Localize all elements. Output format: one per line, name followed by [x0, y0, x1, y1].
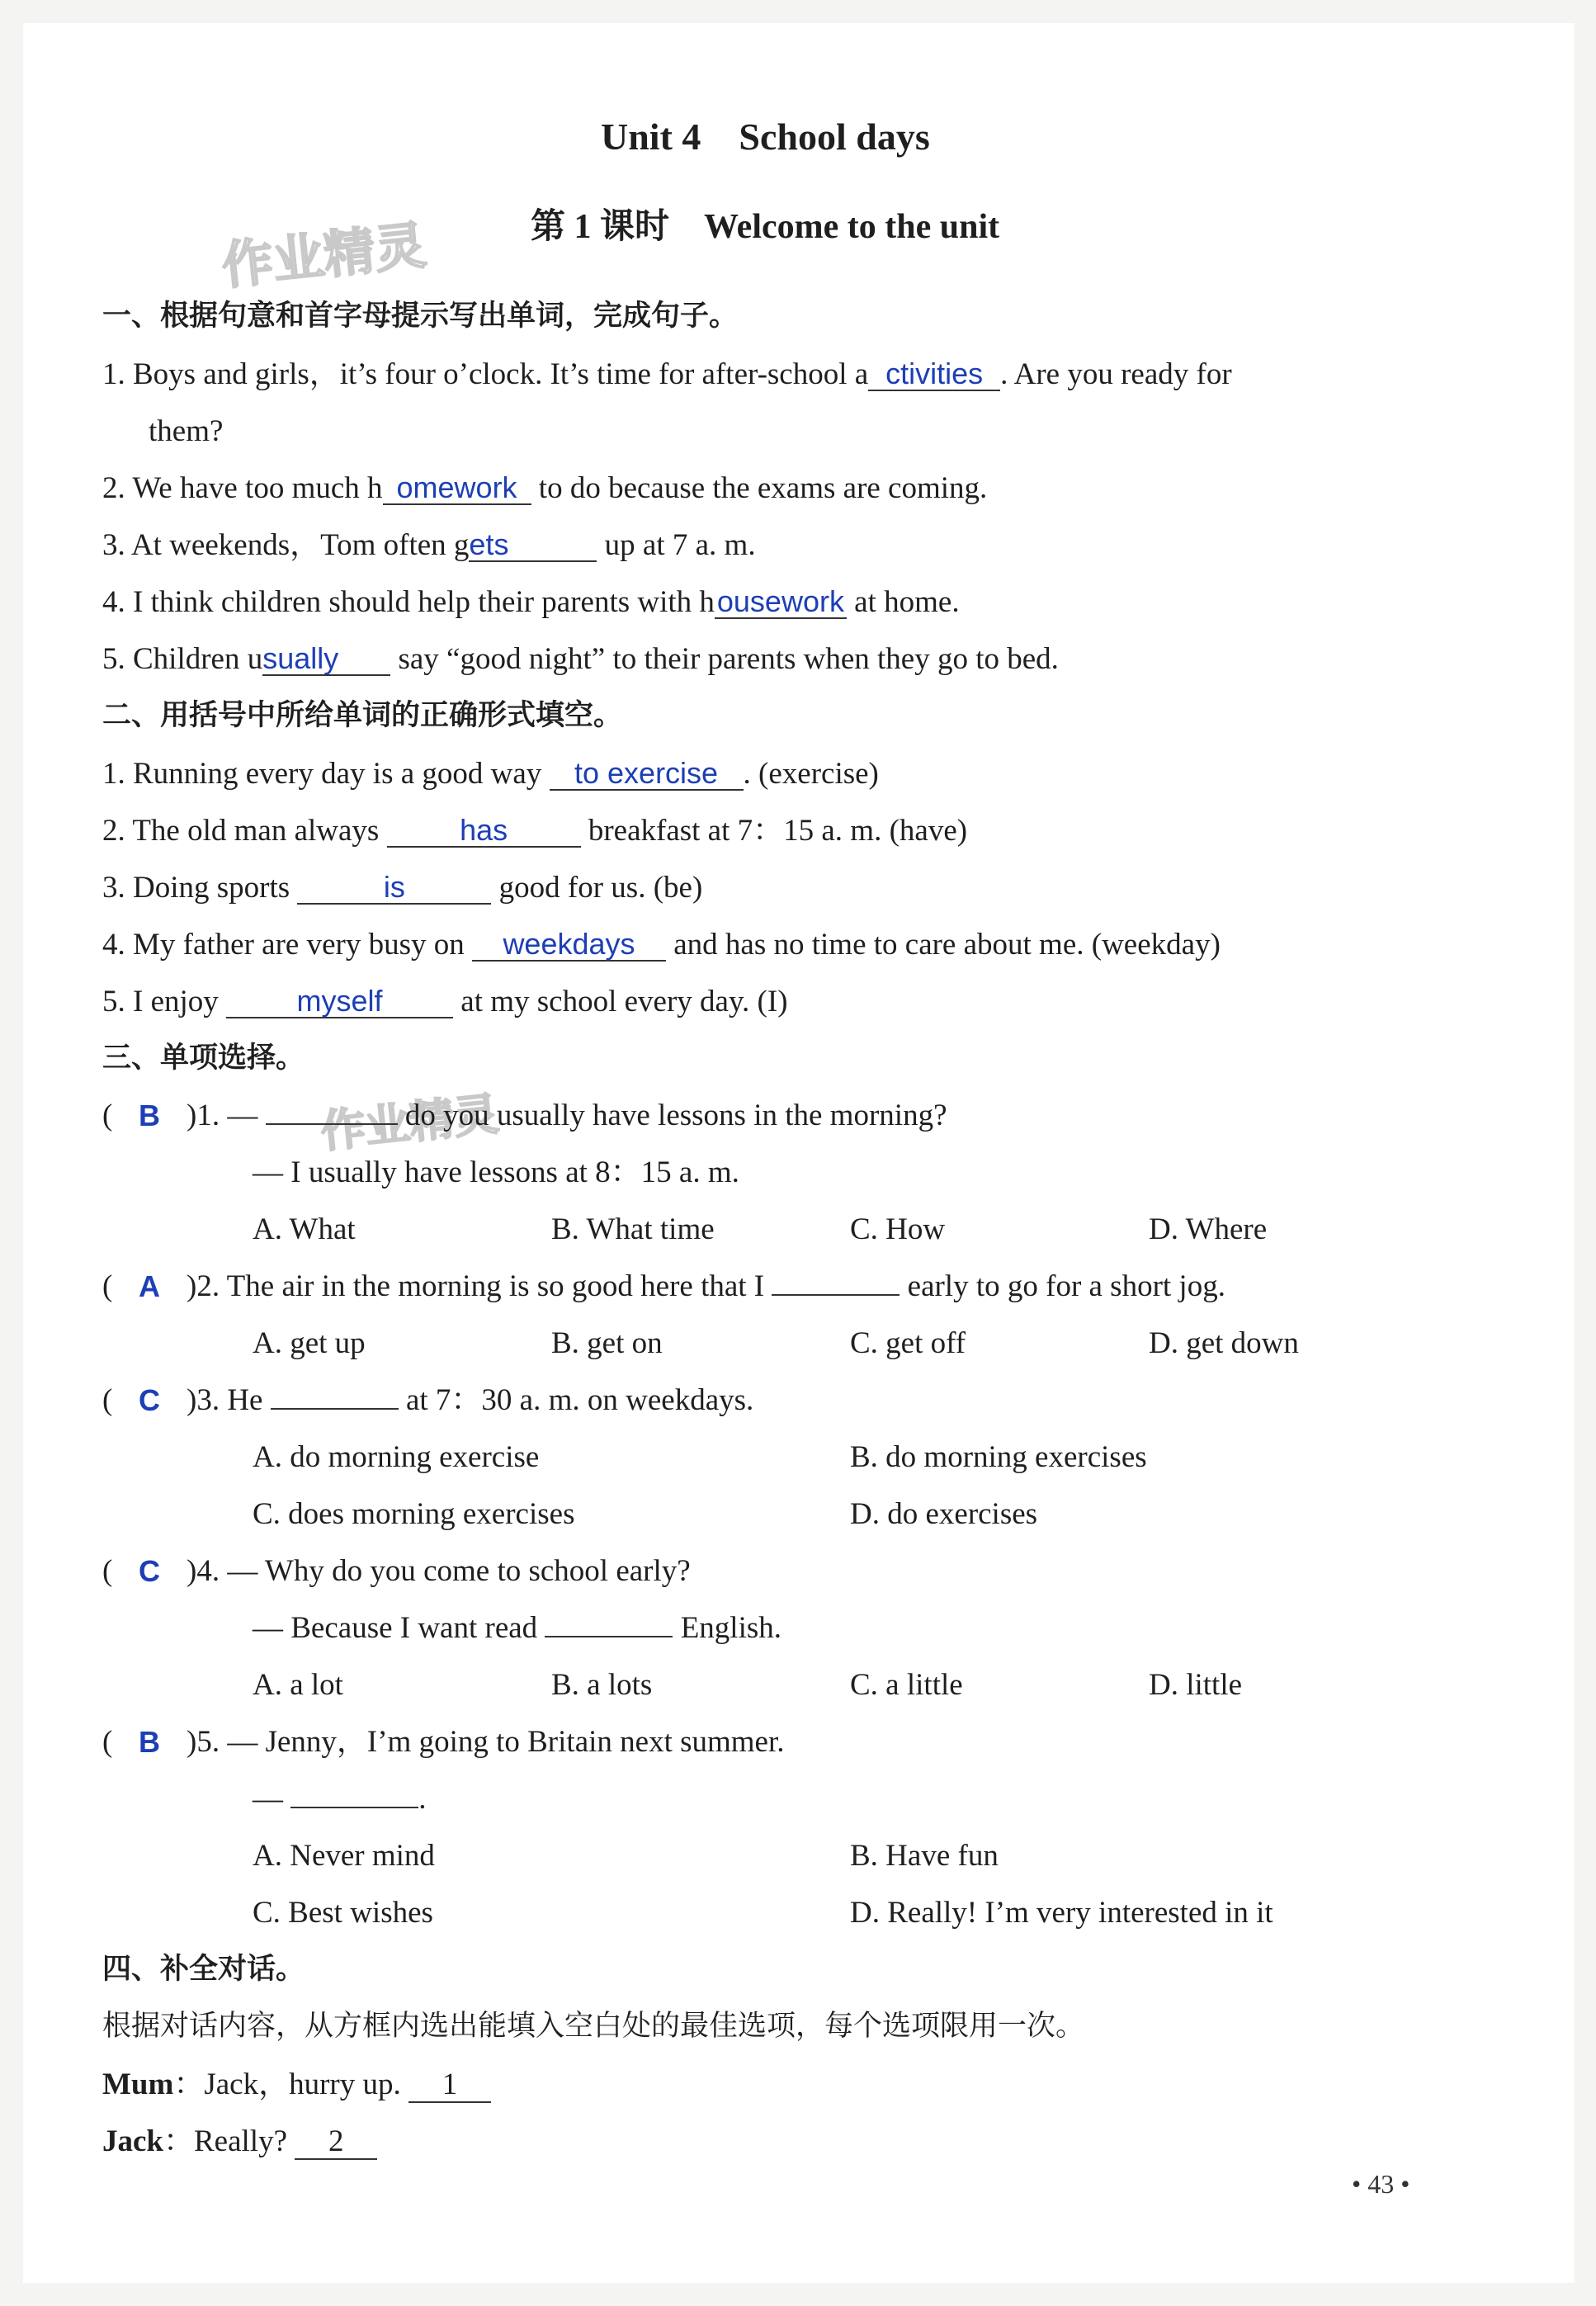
answer-blank[interactable]: omework [383, 472, 531, 505]
question-3-5-reply: — . [253, 1782, 427, 1816]
paren-open: ( [102, 1269, 113, 1303]
answer-blank[interactable]: ctivities [868, 358, 1000, 391]
section-heading: 四、补全对话。 [102, 1953, 305, 1986]
question-1-3: 3. At weekends，Tom often gets up at 7 a. m. [102, 527, 756, 562]
worksheet-page [23, 23, 1575, 2283]
answer-blank[interactable]: sually [262, 643, 390, 676]
paren-open: ( [102, 1383, 113, 1417]
option[interactable]: D. do exercises [850, 1497, 1038, 1531]
question-2-2: 2. The old man always has breakfast at 7：15 a. m. (have) [102, 813, 968, 848]
choice-answer[interactable]: C [139, 1554, 160, 1588]
question-3-4: )4. — Why do you come to school early? [187, 1554, 691, 1588]
option[interactable]: A. do morning exercise [253, 1440, 540, 1474]
answer-blank[interactable]: ets [469, 529, 597, 562]
option[interactable]: A. a lot [253, 1668, 343, 1702]
dialogue-blank[interactable]: 1 [408, 2069, 491, 2103]
choice-answer[interactable]: B [139, 1099, 160, 1132]
page-number: • 43 • [1352, 2169, 1410, 2199]
section-heading: 二、用括号中所给单词的正确形式填空。 [102, 699, 623, 732]
option[interactable]: A. What [253, 1212, 356, 1246]
section-heading: 一、根据句意和首字母提示写出单词，完成句子。 [102, 300, 739, 333]
answer-blank[interactable]: has [387, 815, 581, 848]
option[interactable]: B. What time [551, 1212, 715, 1246]
question-1-1-cont: them? [149, 414, 224, 448]
answer-blank[interactable]: is [297, 872, 491, 905]
watermark: 作业精灵 [219, 215, 429, 296]
paren-open: ( [102, 1725, 113, 1759]
answer-blank[interactable]: to exercise [550, 758, 744, 791]
paren-open: ( [102, 1554, 113, 1588]
choice-answer[interactable]: C [139, 1383, 160, 1417]
option[interactable]: B. a lots [551, 1668, 653, 1702]
answer-blank[interactable]: weekdays [472, 929, 666, 962]
question-1-2: 2. We have too much h omework to do because the exams are coming. [102, 470, 988, 505]
option[interactable]: D. get down [1149, 1326, 1299, 1360]
question-3-5: )5. — Jenny，I’m going to Britain next summer. [187, 1725, 785, 1759]
question-2-3: 3. Doing sports is good for us. (be) [102, 870, 703, 905]
choice-answer[interactable]: B [139, 1725, 160, 1759]
dialogue-blank[interactable]: 2 [295, 2126, 377, 2160]
section-heading: 三、单项选择。 [102, 1042, 305, 1075]
dialogue-line: Mum：Jack，hurry up. 1 [102, 2067, 491, 2103]
option[interactable]: C. How [850, 1212, 946, 1246]
option[interactable]: B. Have fun [850, 1839, 999, 1873]
question-3-1: )1. — do you usually have lessons in the morning? [187, 1099, 947, 1132]
section-instruction: 根据对话内容，从方框内选出能填入空白处的最佳选项，每个选项限用一次。 [102, 2010, 1085, 2043]
question-2-5: 5. I enjoy myself at my school every day. (I) [102, 984, 788, 1018]
option[interactable]: C. Best wishes [253, 1896, 433, 1930]
page-title: Unit 4 School days [601, 116, 930, 158]
speaker: Mum [102, 2067, 174, 2101]
choice-answer[interactable]: A [139, 1269, 160, 1303]
question-2-4: 4. My father are very busy on weekdays and has no time to care about me. (weekday) [102, 927, 1221, 962]
paren-open: ( [102, 1099, 113, 1132]
option[interactable]: D. Where [1149, 1212, 1268, 1246]
option[interactable]: C. get off [850, 1326, 966, 1360]
question-3-1-reply: — I usually have lessons at 8：15 a. m. [253, 1155, 739, 1189]
question-1-1: 1. Boys and girls，it’s four o’clock. It’s time for after-school a ctivities . Are you ready for [102, 357, 1232, 391]
option[interactable]: A. Never mind [253, 1839, 435, 1873]
dialogue-line: Jack：Really? 2 [102, 2124, 377, 2160]
option[interactable]: D. little [1149, 1668, 1243, 1702]
answer-blank[interactable]: ousework [715, 586, 847, 619]
question-3-4-reply: — Because I want read English. [253, 1611, 781, 1645]
option[interactable]: B. get on [551, 1326, 663, 1360]
option[interactable]: A. get up [253, 1326, 366, 1360]
question-1-5: 5. Children usually say “good night” to their parents when they go to bed. [102, 641, 1059, 676]
option[interactable]: D. Really! I’m very interested in it [850, 1896, 1273, 1930]
option[interactable]: C. a little [850, 1668, 963, 1702]
lesson-subtitle: 第 1 课时 Welcome to the unit [531, 208, 1000, 246]
watermark: 作业精灵 [318, 1087, 502, 1159]
question-3-3: )3. He at 7：30 a. m. on weekdays. [187, 1383, 754, 1417]
speaker: Jack [102, 2124, 163, 2158]
question-3-2: )2. The air in the morning is so good here that I early to go for a short jog. [187, 1269, 1225, 1303]
option[interactable]: C. does morning exercises [253, 1497, 575, 1531]
answer-blank[interactable]: myself [226, 985, 453, 1018]
question-1-4: 4. I think children should help their parents with housework at home. [102, 584, 960, 619]
question-2-1: 1. Running every day is a good way to exercise . (exercise) [102, 756, 879, 791]
option[interactable]: B. do morning exercises [850, 1440, 1147, 1474]
